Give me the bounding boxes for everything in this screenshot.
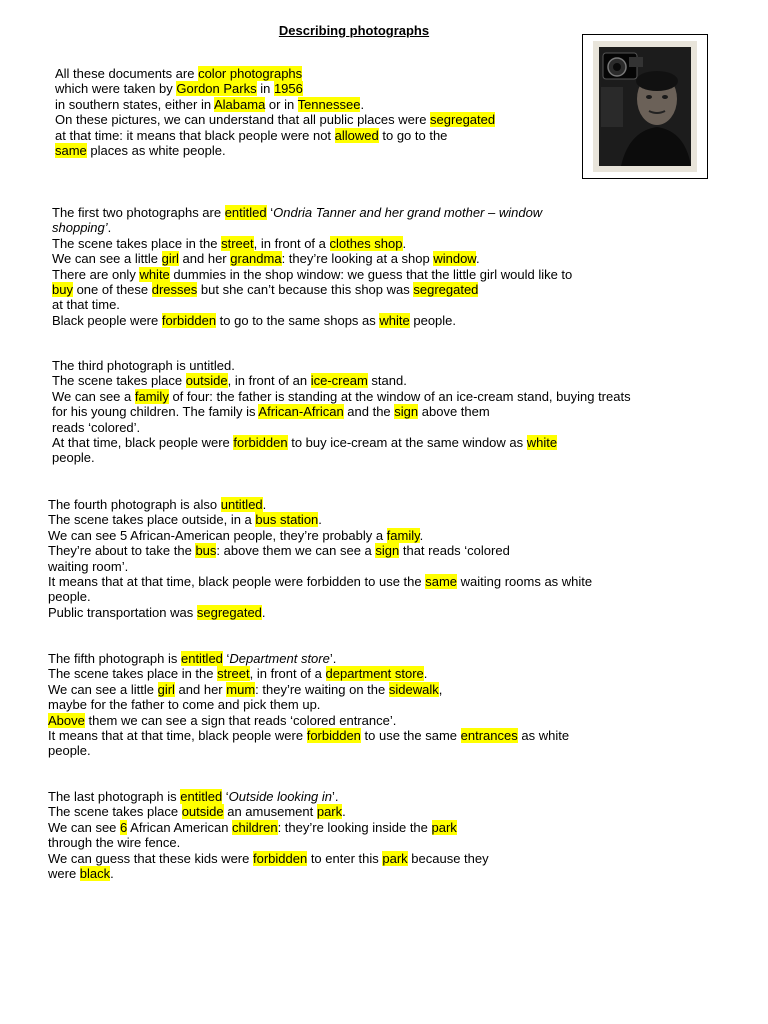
text-line — [48, 851, 489, 866]
highlighted-word: Above — [48, 712, 85, 728]
highlighted-word: entrances — [460, 728, 518, 744]
highlighted-word: window — [433, 251, 476, 267]
highlighted-word: sidewalk — [388, 681, 439, 697]
highlighted-word: white — [139, 266, 170, 282]
text-line — [55, 112, 495, 127]
text-line — [52, 236, 572, 251]
text-segment: The scene takes place — [52, 373, 186, 389]
text-line — [55, 97, 495, 112]
highlighted-word: forbidden — [306, 728, 361, 744]
text-line — [52, 404, 631, 419]
text-segment: We can see a — [52, 388, 135, 404]
text-segment: above them — [418, 404, 490, 420]
text-segment: stand. — [367, 373, 407, 389]
text-segment: dummies in the shop window: we guess that the little girl would like to — [169, 266, 573, 282]
text-segment: , in front of a — [253, 235, 330, 251]
text-segment: of four: the father is standing at the window of an ice-cream stand, buying treats — [168, 388, 631, 404]
text-segment: as white — [517, 728, 570, 744]
text-segment: people. — [48, 589, 91, 605]
text-segment: ‘ — [266, 205, 274, 220]
text-segment: places as white people. — [86, 143, 226, 159]
text-segment: . — [110, 866, 114, 882]
text-line — [52, 389, 631, 404]
highlighted-word: outside — [181, 804, 224, 820]
text-line — [52, 267, 572, 282]
paragraph-photo-6 — [48, 789, 489, 881]
text-segment: and her — [178, 251, 231, 267]
portrait-photo-icon — [599, 47, 691, 166]
text-line — [48, 589, 592, 604]
italic-title: Ondria Tanner and her grand mother – window — [273, 205, 543, 220]
text-segment: in southern states, either in — [55, 96, 214, 112]
highlighted-word: sign — [394, 404, 419, 420]
text-segment: All these documents are — [55, 66, 199, 81]
text-line — [55, 81, 495, 96]
highlighted-word: grandma — [230, 251, 282, 267]
paragraph-photo-4 — [48, 497, 592, 620]
text-segment: ‘ — [222, 789, 229, 804]
highlighted-word: Alabama — [213, 96, 266, 112]
text-segment: people. — [52, 450, 95, 466]
text-line — [52, 313, 572, 328]
text-segment: There are only — [52, 266, 140, 282]
text-segment: reads ‘colored’. — [52, 419, 141, 435]
text-segment: were — [48, 866, 80, 882]
highlighted-word: white — [526, 435, 558, 451]
highlighted-word: allowed — [334, 127, 379, 143]
text-line — [52, 373, 631, 388]
text-line — [48, 543, 592, 558]
text-segment: They’re about to take the — [48, 543, 196, 559]
highlighted-word: park — [382, 850, 408, 866]
text-line — [48, 866, 489, 881]
text-segment: At that time, black people were — [52, 435, 234, 451]
text-segment: . — [342, 804, 346, 820]
text-line — [48, 651, 569, 666]
text-segment: : they’re looking at a shop — [281, 251, 434, 267]
text-segment: Black people were — [52, 312, 162, 328]
text-segment: . — [402, 235, 407, 251]
paragraph-intro — [55, 66, 495, 158]
text-line — [52, 297, 572, 312]
highlighted-word: white — [379, 312, 410, 328]
text-segment: The fifth photograph is — [48, 651, 181, 666]
highlighted-word: Gordon Parks — [176, 81, 257, 97]
highlighted-word: Tennessee — [297, 96, 361, 112]
text-segment: or in — [265, 96, 298, 112]
highlighted-word: girl — [161, 251, 179, 267]
highlighted-word: color photographs — [198, 66, 303, 81]
highlighted-word: forbidden — [252, 850, 308, 866]
text-segment: , in front of a — [249, 666, 326, 682]
highlighted-word: bus station — [255, 512, 319, 528]
text-line — [55, 128, 495, 143]
text-segment: them we can see a sign that reads ‘colored entrance’. — [84, 712, 397, 728]
highlighted-word: forbidden — [233, 435, 288, 451]
text-segment: . — [261, 604, 266, 620]
text-segment: Public transportation was — [48, 604, 197, 620]
highlighted-word: clothes shop — [329, 235, 403, 251]
text-line — [48, 666, 569, 681]
text-segment: African American — [127, 819, 233, 835]
text-segment: It means that at that time, black people were — [48, 728, 307, 744]
highlighted-word: buy — [52, 282, 73, 298]
text-segment: to use the same — [360, 728, 461, 744]
text-line — [48, 697, 569, 712]
text-segment: . — [475, 251, 480, 267]
highlighted-word: dresses — [151, 282, 198, 298]
text-segment: in — [256, 81, 274, 97]
text-line — [52, 435, 631, 450]
text-segment: and the — [343, 404, 395, 420]
text-line — [48, 789, 489, 804]
text-segment: through the wire fence. — [48, 835, 181, 851]
text-line — [48, 820, 489, 835]
text-segment: to go to the — [378, 127, 448, 143]
text-segment: one of these — [72, 282, 152, 298]
text-segment: which were taken by — [55, 81, 177, 97]
highlighted-word: segregated — [430, 112, 496, 128]
text-segment: ’. — [332, 789, 339, 804]
text-segment: because they — [407, 850, 489, 866]
italic-title: Department store — [229, 651, 330, 666]
highlighted-word: park — [431, 819, 457, 835]
text-segment: : they’re waiting on the — [255, 681, 389, 697]
text-segment: We can see — [48, 819, 121, 835]
text-line — [48, 743, 569, 758]
highlighted-word: segregated — [196, 604, 262, 620]
text-line — [48, 528, 592, 543]
text-line — [48, 605, 592, 620]
text-segment: ’. — [329, 651, 337, 666]
text-segment: We can see a little — [48, 681, 158, 697]
text-segment: : above them we can see a — [216, 543, 376, 559]
text-segment: ‘ — [222, 651, 230, 666]
highlighted-word: entitled — [224, 205, 267, 220]
highlighted-word: 1956 — [273, 81, 303, 97]
text-segment: : they’re looking inside the — [277, 819, 432, 835]
text-segment: , in front of an — [227, 373, 311, 389]
text-segment: . — [262, 497, 267, 512]
text-segment: waiting room’. — [48, 558, 129, 574]
highlighted-word: bus — [195, 543, 217, 559]
text-segment: It means that at that time, black people were forbidden to use the — [48, 574, 426, 590]
text-segment: and her — [174, 681, 227, 697]
highlighted-word: outside — [185, 373, 228, 389]
highlighted-word: African-African — [258, 404, 344, 420]
text-line — [48, 559, 592, 574]
text-segment: at that time: it means that black people were not — [55, 127, 335, 143]
text-segment: We can see 5 African-American people, they’re probably a — [48, 527, 387, 543]
highlighted-word: girl — [157, 681, 175, 697]
highlighted-word: department store — [325, 666, 424, 682]
highlighted-word: black — [79, 866, 111, 882]
page-title: Describing photographs — [278, 23, 430, 38]
highlighted-word: forbidden — [161, 312, 217, 328]
text-segment: The scene takes place in the — [52, 235, 222, 251]
text-line — [48, 512, 592, 527]
highlighted-word: park — [316, 804, 343, 820]
text-segment: . — [423, 666, 428, 682]
text-line — [48, 713, 569, 728]
highlighted-word: mum — [226, 681, 256, 697]
text-segment: The third photograph is untitled. — [52, 358, 235, 373]
text-line — [52, 358, 631, 373]
photo-frame — [582, 34, 708, 179]
highlighted-word: street — [217, 666, 250, 682]
highlighted-word: entitled — [180, 651, 223, 666]
text-line — [48, 682, 569, 697]
text-segment: to go to the same shops as — [216, 312, 380, 328]
highlighted-word: children — [232, 819, 278, 835]
text-segment: people. — [409, 312, 457, 328]
highlighted-word: 6 — [120, 819, 128, 835]
text-segment: maybe for the father to come and pick them up. — [48, 697, 321, 713]
text-segment: , — [438, 681, 443, 697]
highlighted-word: untitled — [220, 497, 263, 512]
text-segment: waiting rooms as white — [457, 574, 593, 590]
text-line — [48, 804, 489, 819]
highlighted-word: ice-cream — [310, 373, 368, 389]
text-line — [55, 66, 495, 81]
text-segment: The first two photographs are — [52, 205, 225, 220]
text-segment: The last photograph is — [48, 789, 181, 804]
text-segment: We can see a little — [52, 251, 162, 267]
paragraph-photo-1-2 — [52, 205, 572, 328]
text-line — [52, 450, 631, 465]
highlighted-word: same — [55, 143, 87, 159]
text-line — [52, 420, 631, 435]
italic-title: Outside looking in — [228, 789, 333, 804]
italic-title: shopping’ — [52, 220, 108, 236]
text-line — [48, 497, 592, 512]
text-line — [48, 835, 489, 850]
text-line — [48, 574, 592, 589]
highlighted-word: entitled — [180, 789, 223, 804]
text-segment: The fourth photograph is also — [48, 497, 221, 512]
highlighted-word: sign — [375, 543, 400, 559]
text-line — [52, 220, 572, 235]
highlighted-word: family — [386, 527, 420, 543]
text-line — [52, 282, 572, 297]
paragraph-photo-5 — [48, 651, 569, 759]
text-segment: . — [419, 527, 424, 543]
text-line — [55, 143, 495, 158]
text-line — [52, 205, 572, 220]
text-line — [52, 251, 572, 266]
text-segment: The scene takes place outside, in a — [48, 512, 256, 528]
text-segment: . — [360, 96, 365, 112]
text-segment: to buy ice-cream at the same window as — [287, 435, 527, 451]
text-segment: to enter this — [307, 850, 383, 866]
text-segment: We can guess that these kids were — [48, 850, 253, 866]
highlighted-word: same — [425, 574, 458, 590]
highlighted-word: street — [221, 235, 254, 251]
text-line — [48, 728, 569, 743]
text-segment: that reads ‘colored — [399, 543, 510, 559]
text-segment: for his young children. The family is — [52, 404, 259, 420]
highlighted-word: segregated — [413, 282, 479, 298]
text-segment: but she can’t because this shop was — [197, 282, 414, 298]
text-segment: On these pictures, we can understand that all public places were — [55, 112, 431, 128]
text-segment: people. — [48, 743, 91, 759]
text-segment: at that time. — [52, 297, 120, 313]
text-segment: an amusement — [223, 804, 317, 820]
highlighted-word: family — [134, 388, 169, 404]
photo-mat — [593, 41, 697, 172]
text-segment: . — [318, 512, 322, 528]
text-segment: . — [107, 220, 112, 236]
paragraph-photo-3 — [52, 358, 631, 466]
text-segment: The scene takes place — [48, 804, 182, 820]
text-segment: The scene takes place in the — [48, 666, 218, 682]
